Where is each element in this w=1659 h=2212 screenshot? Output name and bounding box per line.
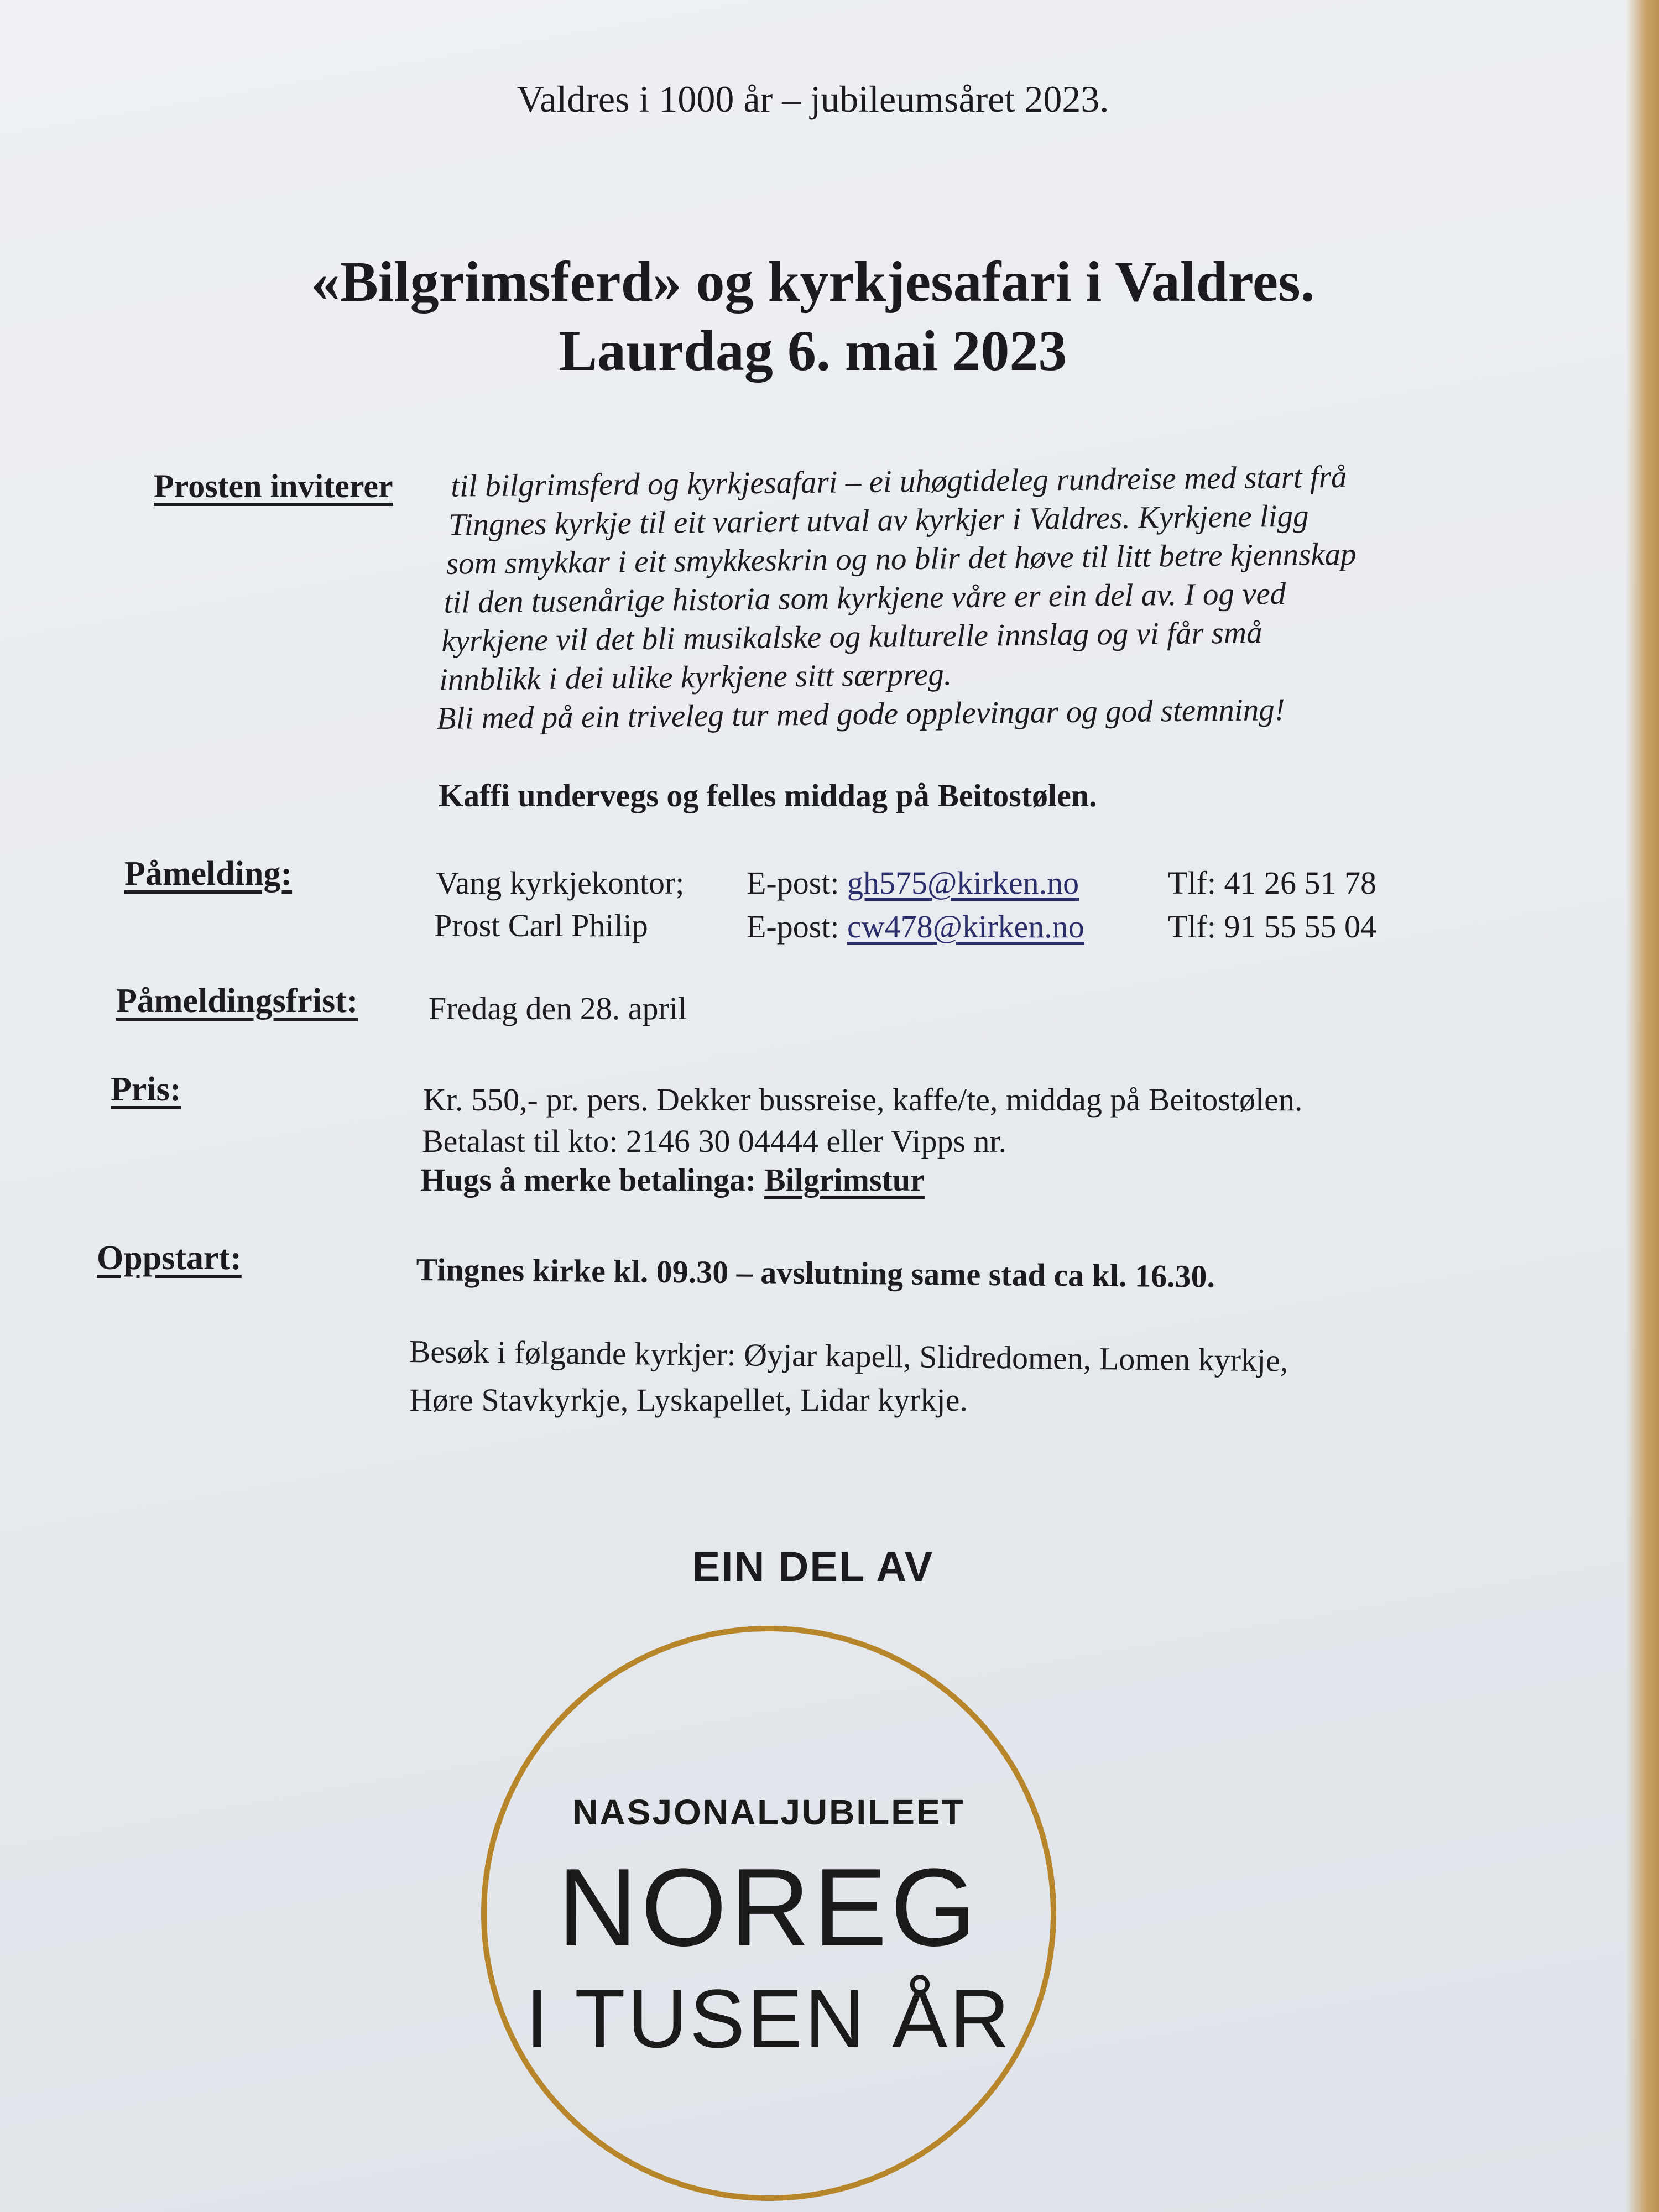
- invite-label: Prosten inviterer: [154, 468, 393, 504]
- start-label: Oppstart:: [97, 1239, 242, 1277]
- invite-line: til den tusenårige historia som kyrkjene våre er ein del av. I og ved: [444, 576, 1286, 620]
- payment-reference-prefix: Hugs å merke betalinga:: [420, 1162, 757, 1198]
- invite-line: Tingnes kyrkje til eit variert utval av kyrkjer i Valdres. Kyrkjene ligg: [448, 498, 1309, 542]
- contact-name: Vang kyrkjekontor;: [436, 865, 685, 901]
- price-line2: Betalast til kto: 2146 30 04444 eller Vipps nr.: [422, 1123, 1007, 1159]
- contact-name: Prost Carl Philip: [434, 907, 648, 943]
- invite-line: innblikk i dei ulike kyrkjene sitt særpreg.: [439, 657, 952, 697]
- email-link[interactable]: cw478@kirken.no: [847, 909, 1084, 945]
- contact-phone: Tlf: 41 26 51 78: [1168, 865, 1376, 901]
- email-label: E-post:: [747, 865, 839, 901]
- email-link[interactable]: gh575@kirken.no: [847, 865, 1079, 901]
- invite-line: Bli med på ein triveleg tur med gode opplevingar og god stemning!: [436, 692, 1285, 737]
- price-line1: Kr. 550,- pr. pers. Dekker bussreise, kaffe/te, middag på Beitostølen.: [423, 1082, 1303, 1118]
- contact-phone: Tlf: 91 55 55 04: [1168, 909, 1376, 945]
- invite-line: kyrkjene vil det bli musikalske og kulturelle innslag og vi får små: [441, 615, 1262, 659]
- invite-line: til bilgrimsferd og kyrkjesafari – ei uhøgtideleg rundreise med start frå: [451, 459, 1347, 504]
- invite-note: Kaffi undervegs og felles middag på Beitostølen.: [439, 778, 1097, 813]
- deadline-label: Påmeldingsfrist:: [116, 982, 358, 1020]
- logo-line3: I TUSEN ÅR: [525, 1972, 1012, 2065]
- visit-line1: Besøk i følgande kyrkjer: Øyjar kapell, Slidredomen, Lomen kyrkje,: [409, 1333, 1288, 1379]
- deadline-value: Fredag den 28. april: [429, 990, 687, 1026]
- price-line3: [420, 1161, 925, 1198]
- invite-paragraph: [437, 458, 1358, 738]
- registration-label: Påmelding:: [124, 855, 293, 893]
- jubilee-logo: [481, 1626, 1056, 2201]
- contact-email-row: [747, 864, 1079, 901]
- document-title-line1: «Bilgrimsferd» og kyrkjesafari i Valdres.: [311, 250, 1315, 314]
- paper-edge-background: [1626, 0, 1659, 2212]
- payment-reference: Bilgrimstur: [764, 1162, 925, 1198]
- price-label: Pris:: [111, 1071, 181, 1108]
- document-title-line2: Laurdag 6. mai 2023: [559, 319, 1067, 383]
- invite-line: som smykkar i eit smykkeskrin og no blir det høve til litt betre kjennskap: [446, 536, 1357, 581]
- logo-line2: NOREG: [557, 1846, 980, 1969]
- logo-caption: EIN DEL AV: [692, 1543, 934, 1590]
- start-value: Tingnes kirke kl. 09.30 – avslutning same stad ca kl. 16.30.: [416, 1251, 1215, 1295]
- visit-line2: Høre Stavkyrkje, Lyskapellet, Lidar kyrkje.: [409, 1382, 968, 1418]
- email-label: E-post:: [747, 909, 839, 945]
- contact-email-row: [747, 908, 1084, 945]
- document-subtitle: Valdres i 1000 år – jubileumsåret 2023.: [517, 78, 1109, 120]
- logo-line1: NASJONALJUBILEET: [572, 1792, 965, 1832]
